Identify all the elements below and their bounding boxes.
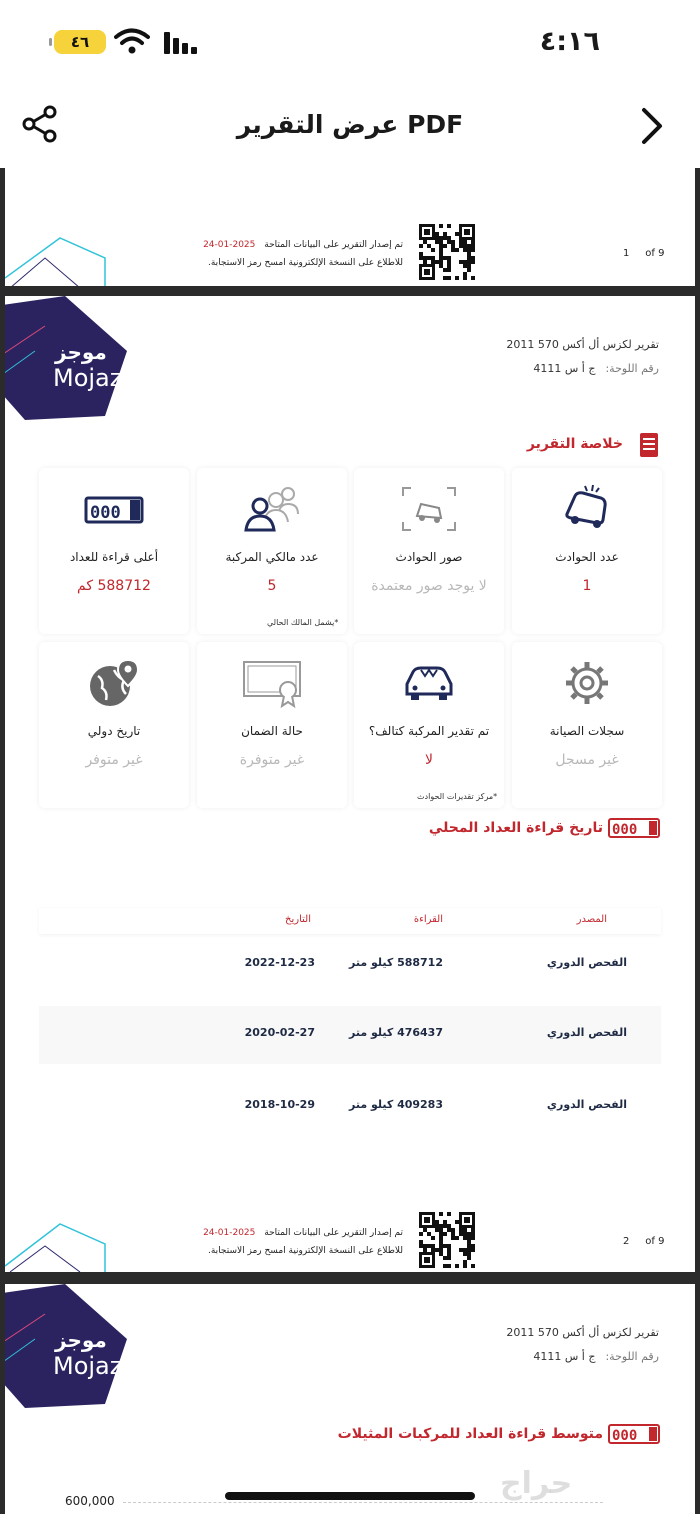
logo-text-ar: موجز [55,340,107,364]
camera-frame-car-icon [399,484,459,534]
status-time: ٤:١٦ [539,26,600,57]
card-value: لا [425,752,433,768]
pdf-page-2 [5,296,695,1272]
svg-text:000: 000 [612,1428,638,1444]
card-value: غير متوفر [85,752,143,768]
footer-issued [203,1228,403,1238]
table-row [39,1078,661,1136]
card-label: تاريخ دولي [87,724,141,738]
cell-date: 2022-12-23 [244,956,315,969]
page-number [623,248,664,259]
qr-code-icon [419,1212,475,1268]
wifi-icon [114,28,150,54]
report-document-icon [639,432,659,458]
card-value: 5 [267,578,277,594]
total-loss-note: *مركز تقديرات الحوادث [417,792,498,801]
card-value: 588712 كم [77,578,151,594]
page-title: عرض التقرير PDF [236,110,464,139]
cell-reading: 588712 كيلو متر [348,956,443,969]
footer-scan-text: للاطلاع على النسخة الإلكترونية امسح رمز الاستجابة. [208,1246,403,1256]
footer-issued-text: تم إصدار التقرير على البيانات المتاحة [264,1228,403,1238]
cell-reading: 476437 كيلو متر [348,1026,443,1039]
table-header [39,908,661,934]
card-max-odometer [39,468,189,634]
chevron-right-icon[interactable] [638,106,666,146]
decor-lines-icon [5,1216,115,1272]
footer-issued [203,240,403,250]
card-value: لا يوجد صور معتمدة [371,578,487,594]
pdf-viewer[interactable] [0,168,700,1514]
cell-reading: 409283 كيلو متر [348,1098,443,1111]
qr-code-icon [419,224,475,280]
logo-text-ar: موجز [55,1328,107,1352]
report-title: تقرير لكزس أل أكس 570 2011 [506,338,659,351]
cell-source: الفحص الدوري [546,1026,627,1039]
chart-y-tick: 600,000 [65,1494,115,1508]
card-value: غير متوفرة [239,752,305,768]
plate-info [533,1350,659,1363]
card-label: صور الحوادث [395,550,463,564]
cell-date: 2018-10-29 [244,1098,315,1111]
battery-indicator [54,30,106,54]
plate-value: ج أ س 4111 [533,1350,596,1363]
footer-date: 2025-01-24 [203,1228,256,1238]
watermark: حراج [500,1466,573,1501]
table-row [39,936,661,994]
card-warranty [197,642,347,808]
cellular-signal-icon [164,30,198,54]
average-odometer-title: متوسط قراءة العداد للمركبات المثيلات [337,1426,603,1442]
column-reading: القراءة [413,914,443,925]
odometer-icon [84,484,144,534]
plate-label: رقم اللوحة: [605,1350,659,1363]
pdf-page-1 [5,168,695,286]
odometer-icon [608,818,660,838]
summary-title: خلاصة التقرير [526,436,623,452]
card-label: سجلات الصيانة [549,724,625,738]
report-title: تقرير لكزس أل أكس 570 2011 [506,1326,659,1339]
chart-gridline [123,1502,603,1503]
page-current: 1 [623,248,630,259]
odometer-icon [608,1424,660,1444]
page-total: of 9 [645,248,665,259]
card-accident-photos [354,468,504,634]
card-label: عدد الحوادث [555,550,619,564]
nav-bar [0,84,700,168]
pdf-page-3 [5,1284,695,1514]
decor-lines-icon [5,218,115,286]
status-bar [0,0,700,84]
plate-info [533,362,659,375]
battery-level: ٤٦ [70,33,90,51]
cell-source: الفحص الدوري [546,956,627,969]
logo-text-en: Mojaz [53,364,123,392]
home-indicator[interactable] [225,1492,475,1500]
cell-date: 2020-02-27 [244,1026,315,1039]
table-row [39,1006,661,1064]
card-maintenance [512,642,662,808]
card-value: غير مسجل [555,752,619,768]
card-label: حالة الضمان [241,724,303,738]
card-total-loss [354,642,504,808]
odometer-history-title: تاريخ قراءة العداد المحلي [428,820,603,836]
globe-pin-icon [84,658,144,708]
gear-icon [557,658,617,708]
page-current: 2 [623,1236,630,1247]
column-source: المصدر [576,914,607,925]
card-international-history [39,642,189,808]
column-date: التاريخ [285,914,311,925]
svg-text:000: 000 [90,503,121,523]
plate-label: رقم اللوحة: [605,362,659,375]
damaged-car-icon [399,658,459,708]
card-label: أعلى قراءة للعداد [69,550,159,564]
owners-note: *يشمل المالك الحالي [267,618,339,627]
card-owners [197,468,347,634]
certificate-icon [242,658,302,708]
card-accidents [512,468,662,634]
svg-text:000: 000 [612,822,638,838]
page-total: of 9 [645,1236,665,1247]
owners-icon [242,484,302,534]
footer-issued-text: تم إصدار التقرير على البيانات المتاحة [264,240,403,250]
cell-source: الفحص الدوري [546,1098,627,1111]
card-value: 1 [582,578,592,594]
logo-text-en: Mojaz [53,1352,123,1380]
footer-scan-text: للاطلاع على النسخة الإلكترونية امسح رمز الاستجابة. [208,258,403,268]
card-label: عدد مالكي المركبة [225,550,319,564]
plate-value: ج أ س 4111 [533,362,596,375]
page-number [623,1236,664,1247]
card-label: تم تقدير المركبة كتالف؟ [368,724,490,738]
crashed-car-icon [557,484,617,534]
footer-date: 2025-01-24 [203,240,256,250]
